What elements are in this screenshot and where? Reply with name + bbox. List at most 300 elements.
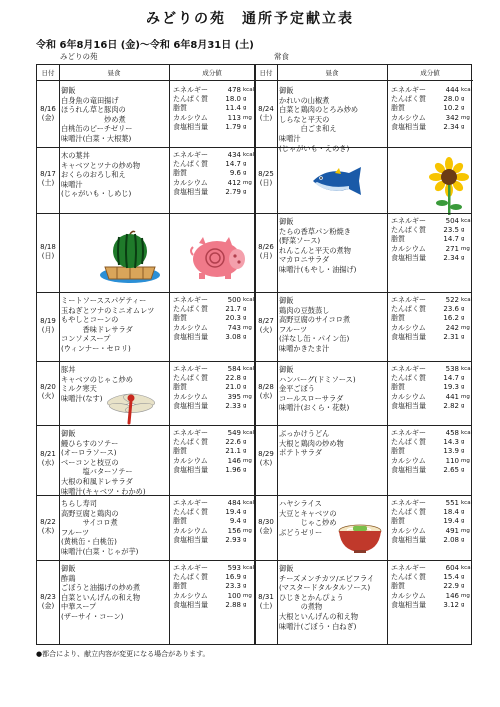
day-weekday: (木) (259, 459, 273, 467)
day-nutrition (391, 296, 472, 342)
nutrient-value: 113 (227, 113, 241, 122)
nutrient-label: エネルギー (173, 564, 208, 572)
nutrient-unit: mg (243, 393, 252, 400)
nutrient-unit: g (461, 509, 465, 516)
menu-item: 味噌汁(もやし・油揚げ) (279, 264, 357, 274)
menu-item: ぶどうゼリー (279, 527, 323, 537)
day-menu (279, 564, 385, 631)
day-date (255, 243, 277, 261)
nutrient-label: たんぱく質 (173, 95, 208, 104)
day-date-number: 8/25 (258, 170, 274, 178)
nutrient-value: 500 (227, 296, 241, 304)
nutrient-value: 22.9 (443, 582, 459, 591)
nutrient-label: カルシウム (391, 244, 426, 253)
nutrient-unit: g (243, 466, 247, 473)
menu-item: ベーコンと枝豆の (61, 457, 119, 467)
nutrient-unit: kcal (461, 565, 473, 571)
nutrient-label: 脂質 (391, 582, 405, 591)
nutrition-row (173, 314, 254, 323)
nutrient-value: 16.9 (225, 573, 241, 582)
nutrient-unit: g (243, 315, 247, 322)
day-date (37, 518, 59, 536)
row-divider (37, 560, 471, 561)
nutrient-value: 2.79 (225, 187, 241, 196)
nutrient-unit: g (461, 123, 465, 130)
nutrient-value: 156 (227, 526, 241, 535)
nutrient-label: カルシウム (173, 113, 208, 122)
nutrient-label: たんぱく質 (173, 573, 208, 582)
header-nutrition-right: 成分値 (387, 65, 473, 81)
nutrient-unit: g (461, 601, 465, 608)
day-nutrition (391, 365, 472, 411)
nutrient-value: 9.6 (229, 169, 241, 178)
nutrient-unit: mg (243, 457, 252, 464)
nutrient-unit: kcal (243, 500, 255, 506)
day-nutrition (173, 86, 254, 132)
menu-item: 酢鶏 (61, 573, 76, 583)
nutrient-label: カルシウム (391, 392, 426, 401)
nutrient-value: 242 (445, 323, 459, 332)
nutrient-value: 22.8 (225, 374, 241, 383)
nutrition-row (391, 383, 472, 392)
nutrient-label: エネルギー (391, 296, 426, 304)
menu-item: たらの香草パン粉焼き (279, 226, 351, 236)
menu-item: フルーツ (279, 324, 308, 334)
nutrient-value: 21.0 (225, 383, 241, 392)
nutrient-value: 458 (445, 429, 459, 437)
header-date-right: 日付 (255, 65, 277, 81)
nutrient-unit: mg (243, 527, 252, 534)
nutrient-value: 3.08 (225, 332, 241, 341)
nutrient-value: 18.4 (443, 508, 459, 517)
day-date (255, 518, 277, 536)
menu-item: (ウィンナー・セロリ) (61, 343, 131, 353)
header-nutrition-left: 成分値 (169, 65, 255, 81)
nutrient-unit: g (243, 536, 247, 543)
nutrient-label: たんぱく質 (391, 508, 426, 517)
menu-item: チーズメンチカツ/エビフライ (279, 573, 375, 583)
nutrition-row (173, 592, 254, 601)
day-date-number: 8/24 (258, 104, 274, 113)
nutrient-unit: g (243, 188, 247, 195)
day-menu (61, 296, 167, 354)
nutrient-unit: g (461, 236, 465, 243)
nutrient-value: 551 (445, 499, 459, 507)
nutrient-label: 脂質 (391, 383, 405, 392)
menu-item: ミルク寒天 (61, 384, 97, 394)
day-nutrition (391, 86, 472, 132)
nutrient-value: 19.4 (225, 508, 241, 517)
nutrient-value: 21.1 (225, 447, 241, 456)
nutrition-row (173, 123, 254, 132)
day-nutrition (173, 365, 254, 411)
nutrient-value: 110 (445, 456, 459, 465)
nutrition-row (391, 217, 472, 226)
menu-item: 高野豆腐と鶏肉の (61, 508, 119, 518)
nutrient-unit: g (461, 448, 465, 455)
day-menu (279, 429, 385, 458)
nutrient-unit: kcal (243, 430, 255, 436)
menu-item: 御飯 (61, 86, 76, 95)
nutrient-value: 146 (445, 591, 459, 600)
nutrient-label: カルシウム (173, 456, 208, 465)
nutrient-label: 食塩相当量 (173, 600, 208, 609)
nutrient-unit: g (461, 574, 465, 581)
nutrition-row (173, 402, 254, 411)
nutrition-row (391, 457, 472, 466)
nutrient-label: エネルギー (391, 86, 426, 94)
nutrient-unit: g (461, 96, 465, 103)
day-weekday: (火) (259, 325, 273, 334)
day-nutrition (391, 499, 472, 545)
nutrient-label: 脂質 (173, 517, 187, 526)
nutrition-row (173, 151, 254, 160)
nutrient-unit: g (461, 227, 465, 234)
day-date-number: 8/28 (258, 383, 274, 391)
nutrient-label: カルシウム (391, 113, 426, 122)
nutrient-label: 食塩相当量 (173, 465, 208, 474)
nutrient-value: 342 (445, 113, 459, 122)
menu-item: (野菜ソース) (279, 236, 321, 246)
menu-item: 中華スープ (61, 602, 97, 612)
day-date (255, 170, 277, 188)
nutrient-label: たんぱく質 (173, 374, 208, 383)
day-date-number: 8/26 (258, 242, 274, 251)
menu-item: 味噌汁(ごぼう・白ねぎ) (279, 621, 357, 631)
nutrition-row (391, 245, 472, 254)
day-menu (279, 365, 385, 413)
menu-item: ちらし寿司 (61, 499, 97, 508)
nutrient-label: エネルギー (173, 365, 208, 373)
nutrition-row (391, 114, 472, 123)
nutrient-unit: g (243, 583, 247, 590)
nutrition-row (391, 499, 472, 508)
menu-item: 味噌汁 (279, 133, 301, 143)
divider (59, 65, 60, 644)
nutrient-label: 食塩相当量 (173, 332, 208, 341)
day-nutrition (391, 429, 472, 475)
nutrient-value: 18.0 (225, 95, 241, 104)
nutrition-row (391, 564, 472, 573)
day-date (37, 593, 59, 611)
day-nutrition (391, 217, 472, 263)
nutrient-unit: g (461, 402, 465, 409)
menu-item: 塩バターソテー (61, 467, 133, 477)
nutrition-row (173, 114, 254, 123)
menu-item: 豚丼 (61, 365, 76, 374)
nutrient-value: 484 (227, 499, 241, 507)
nutrient-unit: kcal (243, 565, 255, 571)
nutrient-value: 2.34 (443, 122, 459, 131)
nutrient-label: 脂質 (391, 517, 405, 526)
nutrient-value: 2.93 (225, 535, 241, 544)
day-menu (279, 217, 385, 275)
day-weekday: (土) (41, 179, 55, 187)
nutrition-row (391, 333, 472, 342)
menu-item: おくらのおろし和え (61, 170, 126, 180)
nutrient-value: 21.7 (225, 305, 241, 314)
nutrient-value: 395 (227, 392, 241, 401)
nutrient-value: 20.3 (225, 314, 241, 323)
nutrient-unit: kcal (461, 430, 473, 436)
nutrient-value: 444 (445, 86, 459, 94)
nutrition-row (173, 296, 254, 305)
nutrient-label: 脂質 (391, 314, 405, 323)
nutrition-row (173, 564, 254, 573)
row-divider (37, 213, 471, 214)
nutrient-label: たんぱく質 (173, 305, 208, 314)
nutrient-label: カルシウム (391, 526, 426, 535)
day-date-number: 8/31 (258, 593, 274, 601)
row-divider (37, 425, 471, 426)
nutrient-value: 1.79 (225, 122, 241, 131)
nutrient-value: 23.5 (443, 226, 459, 235)
nutrition-row (391, 466, 472, 475)
nutrition-row (391, 429, 472, 438)
organization-label: みどりの苑 (60, 52, 98, 61)
menu-item: サイコロ煮 (61, 518, 118, 528)
nutrient-label: 食塩相当量 (391, 401, 426, 410)
day-date-number: 8/22 (40, 517, 56, 526)
nutrient-unit: g (243, 601, 247, 608)
menu-item: 大根と鶏肉の炒め物 (279, 438, 344, 448)
menu-item: 炒め煮 (61, 114, 126, 124)
nutrient-unit: g (461, 439, 465, 446)
nutrient-unit: kcal (461, 87, 473, 93)
watermelon-boat-illustration (97, 227, 163, 285)
day-date (255, 105, 277, 123)
day-weekday: (日) (259, 179, 273, 187)
menu-item: 香味ドレサラダ (61, 324, 133, 334)
nutrient-value: 2.88 (225, 600, 241, 609)
menu-item: キャベツとツナの炒め物 (61, 160, 141, 170)
day-nutrition (173, 151, 254, 197)
nutrition-row (173, 383, 254, 392)
menu-item: ハンバーグ(ドミソース) (279, 374, 356, 384)
nutrient-value: 9.4 (229, 517, 241, 526)
day-weekday: (月) (259, 251, 273, 260)
nutrition-row (173, 536, 254, 545)
day-menu (61, 499, 167, 557)
nutrition-row (173, 447, 254, 456)
nutrient-label: 脂質 (391, 447, 405, 456)
nutrient-value: 1.96 (225, 465, 241, 474)
row-divider (37, 361, 471, 362)
nutrient-label: 食塩相当量 (173, 187, 208, 196)
day-weekday: (水) (41, 459, 55, 467)
menu-item: マカロニサラダ (279, 255, 330, 265)
day-date (37, 170, 59, 188)
day-weekday: (金) (259, 526, 273, 535)
nutrition-row (173, 466, 254, 475)
nutrient-unit: g (461, 315, 465, 322)
menu-item: 金平ごぼう (279, 384, 315, 394)
nutrient-value: 19.4 (443, 517, 459, 526)
nutrient-label: 脂質 (173, 104, 187, 113)
nutrient-unit: g (243, 384, 247, 391)
day-date (37, 105, 59, 123)
menu-item: ハヤシライス (279, 499, 322, 508)
nutrient-unit: kcal (243, 87, 255, 93)
tuna-illustration (309, 165, 371, 197)
nutrient-value: 146 (227, 456, 241, 465)
nutrient-unit: g (243, 518, 247, 525)
nutrient-value: 14.7 (225, 160, 241, 169)
nutrient-unit: g (243, 161, 247, 168)
nutrient-value: 478 (227, 86, 241, 94)
day-nutrition (173, 499, 254, 545)
nutrient-unit: mg (461, 527, 470, 534)
nutrient-value: 2.65 (443, 465, 459, 474)
nutrient-value: 584 (227, 365, 241, 373)
nutrient-unit: g (243, 375, 247, 382)
day-date (255, 317, 277, 335)
nutrient-unit: g (461, 518, 465, 525)
nutrient-value: 412 (227, 178, 241, 187)
menu-item: 味噌汁(なす) (61, 393, 103, 403)
nutrition-row (173, 499, 254, 508)
nutrient-label: 脂質 (391, 104, 405, 113)
nutrient-value: 23.3 (225, 582, 241, 591)
nutrition-row (391, 254, 472, 263)
day-date-number: 8/18 (40, 242, 56, 251)
day-date-number: 8/16 (40, 104, 56, 113)
menu-item: 味噌汁(白菜・大根葉) (61, 133, 132, 143)
nutrient-unit: mg (461, 592, 470, 599)
day-weekday: (木) (41, 526, 55, 535)
nutrient-label: エネルギー (173, 429, 208, 437)
day-date-number: 8/23 (40, 593, 56, 601)
menu-item: フルーツ (61, 527, 90, 537)
day-nutrition (173, 564, 254, 610)
day-weekday: (日) (41, 251, 55, 260)
nutrient-unit: mg (461, 324, 470, 331)
menu-item: (洋なし缶・パイン缶) (279, 334, 350, 344)
menu-item: コンソメスープ (61, 334, 111, 344)
menu-item: 味噌汁 (61, 179, 83, 189)
nutrient-unit: kcal (461, 297, 473, 303)
nutrient-unit: g (461, 105, 465, 112)
menu-period: 令和 6年8月16日 (金)～令和 6年8月31日 (土) (36, 40, 254, 51)
nutrition-row (173, 179, 254, 188)
menu-item: 御飯 (61, 429, 76, 438)
menu-item: 白身魚の竜田揚げ (61, 95, 119, 105)
page-title: みどりの苑 通所予定献立表 (146, 11, 354, 27)
day-date-number: 8/20 (40, 383, 56, 391)
day-weekday: (火) (41, 392, 55, 400)
day-date-number: 8/21 (40, 450, 56, 458)
nutrient-value: 14.7 (443, 374, 459, 383)
nutrient-unit: kcal (461, 366, 473, 372)
nutrient-label: たんぱく質 (391, 374, 426, 383)
nutrition-row (173, 527, 254, 536)
nutrient-unit: g (243, 333, 247, 340)
nutrient-unit: g (461, 254, 465, 261)
nutrition-row (173, 582, 254, 591)
nutrition-row (173, 393, 254, 402)
nutrient-unit: kcal (243, 152, 255, 158)
nutrient-label: エネルギー (391, 564, 426, 572)
header-menu-right: 昼食 (277, 65, 387, 81)
nutrient-value: 22.6 (225, 438, 241, 447)
day-date (37, 243, 59, 261)
menu-item: 御飯 (279, 365, 294, 374)
nutrient-unit: g (461, 306, 465, 313)
nutrient-label: 脂質 (173, 314, 187, 323)
day-weekday: (土) (259, 113, 273, 122)
nutrient-label: たんぱく質 (391, 95, 426, 104)
nutrient-label: エネルギー (173, 499, 208, 507)
nutrient-unit: g (243, 96, 247, 103)
day-date (255, 593, 277, 611)
nutrient-value: 2.31 (443, 332, 459, 341)
day-menu (61, 86, 167, 144)
nutrition-row (391, 365, 472, 374)
menu-item: 味噌汁(白菜・じゃが芋) (61, 546, 139, 556)
nutrient-unit: mg (461, 457, 470, 464)
day-nutrition (173, 429, 254, 475)
menu-item: の煮物 (279, 602, 323, 612)
nutrient-unit: g (243, 574, 247, 581)
nutrition-row (391, 123, 472, 132)
nutrient-label: カルシウム (391, 591, 426, 600)
nutrition-row (173, 429, 254, 438)
menu-item: 高野豆腐のサイコロ煮 (279, 315, 351, 325)
menu-item: 白菜といんげんの和え物 (61, 592, 141, 602)
nutrient-unit: g (243, 123, 247, 130)
nutrient-value: 13.9 (443, 447, 459, 456)
menu-item: 白菜と鶏肉のとろみ炒め (279, 105, 359, 115)
nutrient-value: 100 (227, 591, 241, 600)
day-weekday: (金) (41, 113, 55, 122)
menu-item: 白桃缶のピーチゼリー (61, 124, 133, 134)
divider (277, 65, 278, 644)
nutrient-value: 522 (445, 296, 459, 304)
day-date-number: 8/19 (40, 316, 56, 325)
menu-item: (オーロラソース) (61, 448, 117, 458)
nutrient-value: 538 (445, 365, 459, 373)
nutrient-unit: kcal (461, 500, 473, 506)
day-weekday: (金) (41, 602, 55, 610)
day-date (37, 450, 59, 468)
nutrition-row (391, 296, 472, 305)
nutrient-value: 491 (445, 526, 459, 535)
day-weekday: (土) (259, 602, 273, 610)
nutrition-row (391, 235, 472, 244)
nutrition-row (391, 402, 472, 411)
nutrient-label: たんぱく質 (173, 438, 208, 447)
menu-item: (じゃがいも・しめじ) (61, 189, 132, 199)
row-divider (37, 292, 471, 293)
nutrient-value: 2.34 (443, 253, 459, 262)
nutrient-value: 14.7 (443, 235, 459, 244)
day-date (37, 383, 59, 401)
nutrient-value: 441 (445, 392, 459, 401)
nutrition-row (391, 314, 472, 323)
nutrient-label: エネルギー (173, 151, 208, 159)
nutrition-row (173, 601, 254, 610)
menu-item: コールスローサラダ (279, 393, 344, 403)
nutrient-value: 11.4 (225, 104, 241, 113)
nutrient-label: たんぱく質 (391, 305, 426, 314)
nutrient-unit: g (461, 466, 465, 473)
nutrient-value: 10.2 (443, 104, 459, 113)
day-date-number: 8/30 (258, 517, 274, 526)
day-date (255, 383, 277, 401)
menu-item: 鶏肉の豆鼓蒸し (279, 305, 330, 315)
meal-type-label: 常食 (274, 52, 289, 61)
nutrient-unit: g (461, 583, 465, 590)
